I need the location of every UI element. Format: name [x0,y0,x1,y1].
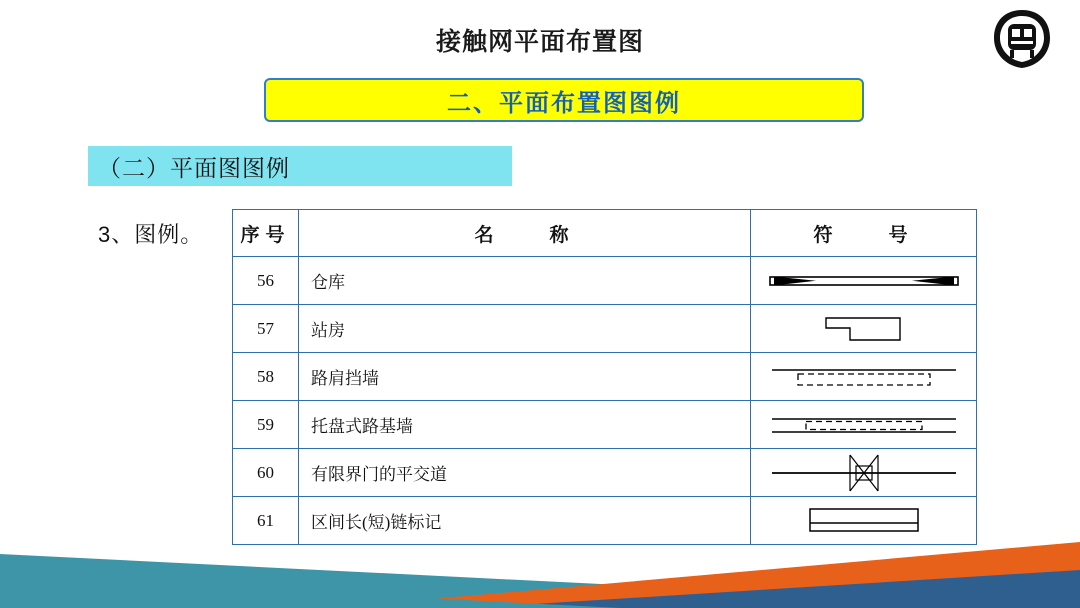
row-symbol [751,257,977,305]
row-name: 区间长(短)链标记 [299,497,751,545]
sub-header-label: （二）平面图图例 [98,154,290,181]
warehouse-symbol [751,258,976,303]
row-symbol [751,401,977,449]
row-no: 58 [233,353,299,401]
table-row [233,353,977,401]
footer-decoration [0,536,1080,608]
header-no: 序号 [233,210,299,257]
row-no: 59 [233,401,299,449]
station-building-symbol [751,306,976,351]
row-name: 仓库 [299,257,751,305]
row-symbol [751,449,977,497]
row-no: 61 [233,497,299,545]
sub-header [88,146,512,186]
shoulder-retaining-wall-symbol [751,354,976,399]
row-no: 57 [233,305,299,353]
row-name: 托盘式路基墙 [299,401,751,449]
table-row [233,401,977,449]
section-banner [264,78,864,122]
row-no: 56 [233,257,299,305]
header-symbol: 符 号 [751,210,977,257]
pallet-roadbed-wall-symbol [751,402,976,447]
row-name: 站房 [299,305,751,353]
metro-logo-icon [990,8,1054,70]
row-symbol [751,353,977,401]
table-header-row [233,210,977,257]
legend-table [232,209,977,545]
table-row [233,257,977,305]
row-symbol [751,305,977,353]
legend-item-label: 3、图例。 [98,222,204,247]
row-name: 路肩挡墙 [299,353,751,401]
row-name: 有限界门的平交道 [299,449,751,497]
table-row [233,449,977,497]
header-name: 名 称 [299,210,751,257]
level-crossing-with-gauge-gate-symbol [751,450,976,495]
page-title: 接触网平面布置图 [435,28,644,56]
row-no: 60 [233,449,299,497]
section-banner-label: 二、平面布置图图例 [447,89,681,117]
table-row [233,305,977,353]
